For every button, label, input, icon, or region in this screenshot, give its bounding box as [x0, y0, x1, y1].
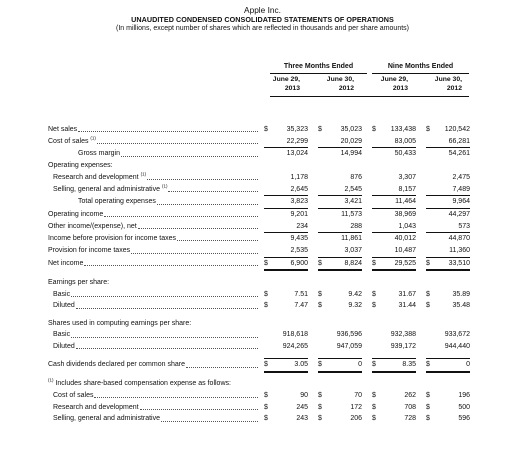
- leader-dots: [71, 296, 258, 297]
- value-cell: 10,487: [394, 247, 416, 255]
- value-cell: 924,265: [282, 342, 308, 350]
- currency-symbol: $: [372, 359, 380, 372]
- value-cell: 83,005: [394, 137, 416, 145]
- value-cell: 3,307: [398, 173, 416, 181]
- value-cell: 11,464: [380, 196, 416, 209]
- value-cell: 245: [296, 403, 308, 411]
- currency-symbol: $: [372, 415, 376, 423]
- value-cell: 2,535: [290, 247, 308, 255]
- currency-symbol: [318, 245, 326, 257]
- value-cell: 172: [350, 403, 362, 411]
- column-header-2: June 30, 2012: [326, 76, 354, 92]
- column-header-1: June 29, 2013: [272, 76, 300, 92]
- value-cell: 1,178: [290, 173, 308, 181]
- currency-symbol: $: [426, 359, 434, 372]
- currency-symbol: [318, 221, 326, 233]
- currency-symbol: $: [264, 302, 268, 310]
- table-row: [48, 196, 470, 209]
- currency-symbol: [426, 245, 434, 257]
- value-cell: 196: [458, 392, 470, 399]
- row-label: Shares used in computing earnings per share:: [48, 319, 192, 327]
- value-cell: [434, 160, 470, 172]
- table-row: [48, 359, 470, 372]
- currency-symbol: [372, 245, 380, 257]
- table-row: [48, 148, 470, 160]
- value-cell: [326, 277, 362, 289]
- currency-symbol: $: [264, 126, 268, 133]
- currency-symbol: $: [372, 403, 376, 411]
- value-cell: 944,440: [444, 342, 470, 350]
- statement-title: UNAUDITED CONDENSED CONSOLIDATED STATEMENTS OF OPERATIONS: [131, 14, 394, 24]
- value-cell: 939,172: [390, 342, 416, 350]
- currency-symbol: $: [372, 257, 380, 270]
- currency-symbol: [372, 277, 380, 289]
- value-cell: 1,043: [398, 222, 416, 230]
- currency-symbol: [264, 148, 272, 160]
- value-cell: 9,201: [272, 208, 308, 220]
- table-row: [48, 233, 470, 245]
- value-cell: 2,645: [290, 185, 308, 193]
- table-row: [48, 184, 470, 196]
- currency-symbol: [426, 208, 434, 220]
- currency-symbol: [318, 184, 326, 196]
- value-cell: 38,969: [380, 208, 416, 220]
- value-cell: 596: [458, 415, 470, 423]
- table-row: [48, 136, 470, 148]
- currency-symbol: [426, 277, 434, 289]
- currency-symbol: $: [426, 392, 430, 399]
- row-label: $^{(1)}$ Includes share-based compensation expense as follows:: [48, 378, 231, 388]
- currency-symbol: [372, 184, 380, 196]
- currency-symbol: [264, 160, 272, 172]
- value-cell: 2,545: [344, 185, 362, 193]
- currency-symbol: [318, 208, 326, 220]
- table-row: [48, 413, 470, 425]
- currency-symbol: [426, 329, 434, 341]
- leader-dots: [76, 348, 258, 349]
- value-cell: 70: [354, 392, 362, 399]
- currency-symbol: [372, 160, 380, 172]
- leader-dots: [140, 409, 258, 410]
- currency-symbol: [426, 160, 434, 172]
- currency-symbol: [426, 318, 434, 330]
- row-label: Income before provision for income taxes: [48, 233, 259, 245]
- value-cell: 9,964: [434, 196, 470, 209]
- currency-symbol: $: [318, 290, 322, 298]
- value-cell: 728: [404, 415, 416, 423]
- value-cell: 40,012: [380, 233, 416, 245]
- currency-symbol: [264, 196, 272, 209]
- currency-symbol: [318, 378, 326, 390]
- value-cell: 0: [434, 359, 470, 372]
- currency-symbol: [264, 136, 272, 148]
- value-cell: 3.05: [272, 359, 308, 372]
- currency-symbol: [372, 341, 380, 353]
- section-header-row: [48, 318, 470, 330]
- value-cell: 206: [350, 415, 362, 423]
- value-cell: 35,323: [286, 126, 308, 133]
- value-cell: 3,823: [272, 196, 308, 209]
- currency-symbol: $: [264, 415, 268, 423]
- currency-symbol: [372, 208, 380, 220]
- leader-dots: [121, 156, 258, 157]
- currency-symbol: $: [264, 392, 268, 399]
- table-row: [48, 300, 470, 312]
- value-cell: 9.32: [348, 302, 362, 310]
- currency-symbol: $: [318, 392, 322, 399]
- leader-dots: [147, 179, 258, 180]
- value-cell: 932,388: [390, 331, 416, 339]
- currency-symbol: [318, 196, 326, 209]
- value-cell: 2,475: [452, 173, 470, 181]
- row-label: Research and development $^{(1)}$: [48, 172, 259, 184]
- currency-symbol: [264, 341, 272, 353]
- currency-symbol: [264, 208, 272, 220]
- row-label: Operating expenses:: [48, 162, 113, 170]
- currency-symbol: [318, 148, 326, 160]
- value-cell: 936,596: [336, 331, 362, 339]
- currency-symbol: $: [372, 126, 376, 133]
- column-header-4: June 30, 2012: [434, 76, 462, 92]
- column-header-rule: [270, 96, 469, 97]
- value-cell: [272, 277, 308, 289]
- currency-symbol: $: [372, 302, 376, 310]
- currency-symbol: $: [426, 302, 430, 310]
- currency-symbol: [318, 136, 326, 148]
- leader-dots: [104, 216, 258, 217]
- value-cell: [380, 277, 416, 289]
- currency-symbol: [426, 221, 434, 233]
- currency-symbol: [318, 277, 326, 289]
- value-cell: 14,994: [326, 148, 362, 160]
- row-label: Operating income: [48, 208, 259, 220]
- row-label: Net income: [48, 257, 259, 270]
- row-label: Research and development: [48, 402, 259, 414]
- row-label: Selling, general and administrative: [48, 413, 259, 425]
- currency-symbol: [264, 172, 272, 184]
- leader-dots: [138, 228, 258, 229]
- row-label: Selling, general and administrative $^{(1)}$: [48, 184, 259, 196]
- currency-symbol: [372, 172, 380, 184]
- currency-symbol: $: [318, 359, 326, 372]
- value-cell: 8,824: [326, 257, 362, 270]
- value-cell: 20,029: [340, 137, 362, 145]
- row-label: Cost of sales: [48, 390, 259, 402]
- row-label: Net sales: [48, 124, 259, 136]
- currency-symbol: [264, 318, 272, 330]
- currency-symbol: [318, 160, 326, 172]
- value-cell: [326, 160, 362, 172]
- value-cell: 29,525: [380, 257, 416, 270]
- leader-dots: [168, 191, 258, 192]
- value-cell: [326, 378, 362, 390]
- value-cell: 31.67: [398, 290, 416, 298]
- currency-symbol: [264, 245, 272, 257]
- value-cell: 8.35: [380, 359, 416, 372]
- table-row: [48, 257, 470, 270]
- value-cell: 243: [296, 415, 308, 423]
- section-header-row: [48, 378, 470, 390]
- value-cell: 7,489: [452, 185, 470, 193]
- leader-dots: [177, 240, 258, 241]
- table-row: [48, 208, 470, 220]
- value-cell: 500: [458, 403, 470, 411]
- row-label: Diluted: [48, 300, 259, 312]
- currency-symbol: $: [318, 257, 326, 270]
- value-cell: 9,435: [272, 233, 308, 245]
- section-header-row: [48, 160, 470, 172]
- period-header-nine-months: Nine Months Ended: [387, 63, 454, 70]
- period-header-three-months: Three Months Ended: [283, 63, 354, 70]
- row-label: Provision for income taxes: [48, 245, 259, 257]
- value-cell: 288: [350, 222, 362, 230]
- currency-symbol: [426, 148, 434, 160]
- currency-symbol: [264, 233, 272, 245]
- currency-symbol: [318, 341, 326, 353]
- value-cell: 708: [404, 403, 416, 411]
- statement-subtitle: (In millions, except number of shares which are reflected in thousands and per share amounts): [116, 24, 409, 32]
- value-cell: [380, 160, 416, 172]
- currency-symbol: $: [426, 126, 430, 133]
- value-cell: 9.42: [348, 290, 362, 298]
- value-cell: 3,037: [344, 247, 362, 255]
- currency-symbol: [426, 378, 434, 390]
- value-cell: 11,861: [326, 233, 362, 245]
- value-cell: 120,542: [444, 126, 470, 133]
- row-label: Basic: [48, 289, 259, 301]
- table-row: [48, 402, 470, 414]
- currency-symbol: $: [318, 302, 322, 310]
- currency-symbol: [426, 172, 434, 184]
- currency-symbol: [318, 329, 326, 341]
- value-cell: 573: [458, 222, 470, 230]
- value-cell: 262: [404, 392, 416, 399]
- currency-symbol: [318, 318, 326, 330]
- value-cell: 876: [350, 173, 362, 181]
- currency-symbol: [264, 329, 272, 341]
- value-cell: [272, 160, 308, 172]
- leader-dots: [157, 204, 258, 205]
- value-cell: 31.44: [398, 302, 416, 310]
- row-label: Gross margin: [48, 148, 259, 160]
- value-cell: 918,618: [282, 331, 308, 339]
- leader-dots: [97, 143, 258, 144]
- value-cell: 0: [326, 359, 362, 372]
- value-cell: 35.89: [452, 290, 470, 298]
- currency-symbol: [264, 277, 272, 289]
- row-label: Cash dividends declared per common share: [48, 359, 259, 372]
- currency-symbol: $: [318, 415, 322, 423]
- currency-symbol: [372, 196, 380, 209]
- value-cell: 7.47: [294, 302, 308, 310]
- value-cell: 933,672: [444, 331, 470, 339]
- currency-symbol: $: [426, 290, 430, 298]
- leader-dots: [84, 265, 258, 266]
- currency-symbol: [318, 233, 326, 245]
- currency-symbol: [264, 184, 272, 196]
- table-row: [48, 329, 470, 341]
- value-cell: 33,510: [434, 257, 470, 270]
- leader-dots: [161, 421, 258, 422]
- value-cell: [380, 318, 416, 330]
- value-cell: 22,299: [286, 137, 308, 145]
- currency-symbol: [372, 148, 380, 160]
- currency-symbol: $: [264, 359, 272, 372]
- row-label: Earnings per share:: [48, 278, 110, 286]
- currency-symbol: [426, 196, 434, 209]
- column-header-3: June 29, 2013: [380, 76, 408, 92]
- leader-dots: [76, 308, 258, 309]
- table-row: [48, 245, 470, 257]
- value-cell: [434, 318, 470, 330]
- leader-dots: [94, 397, 258, 398]
- value-cell: 7.51: [294, 290, 308, 298]
- row-label: Cost of sales $^{(1)}$: [48, 136, 259, 148]
- currency-symbol: [426, 184, 434, 196]
- value-cell: 3,421: [326, 196, 362, 209]
- leader-dots: [186, 367, 258, 368]
- value-cell: 11,360: [449, 247, 470, 255]
- value-cell: 234: [296, 222, 308, 230]
- value-cell: 66,281: [448, 137, 470, 145]
- row-label: Other income/(expense), net: [48, 221, 259, 233]
- value-cell: 54,261: [434, 148, 470, 160]
- table-row: [48, 341, 470, 353]
- leader-dots: [78, 131, 258, 132]
- currency-symbol: [372, 378, 380, 390]
- table-row: [48, 289, 470, 301]
- currency-symbol: [264, 378, 272, 390]
- value-cell: [434, 277, 470, 289]
- value-cell: 35,023: [340, 126, 362, 133]
- value-cell: 50,433: [380, 148, 416, 160]
- currency-symbol: $: [264, 257, 272, 270]
- currency-symbol: [372, 221, 380, 233]
- currency-symbol: $: [426, 403, 430, 411]
- statement-table: [48, 124, 470, 425]
- currency-symbol: $: [264, 403, 268, 411]
- row-label: Basic: [48, 329, 259, 341]
- section-header-row: [48, 277, 470, 289]
- table-row: [48, 221, 470, 233]
- value-cell: 947,059: [336, 342, 362, 350]
- value-cell: [326, 318, 362, 330]
- value-cell: 13,024: [272, 148, 308, 160]
- table-row: [48, 124, 470, 136]
- company-name: Apple Inc.: [244, 5, 281, 15]
- period-underline-nine-months: [372, 73, 469, 74]
- leader-dots: [71, 337, 258, 338]
- value-cell: 44,870: [434, 233, 470, 245]
- value-cell: 133,438: [390, 126, 416, 133]
- value-cell: 90: [300, 392, 308, 399]
- value-cell: [272, 318, 308, 330]
- currency-symbol: $: [264, 290, 268, 298]
- leader-dots: [131, 253, 258, 254]
- currency-symbol: [264, 221, 272, 233]
- currency-symbol: $: [426, 415, 430, 423]
- currency-symbol: [372, 233, 380, 245]
- currency-symbol: [426, 136, 434, 148]
- currency-symbol: [426, 341, 434, 353]
- currency-symbol: $: [318, 126, 322, 133]
- row-label: Diluted: [48, 341, 259, 353]
- currency-symbol: [426, 233, 434, 245]
- currency-symbol: $: [372, 392, 376, 399]
- currency-symbol: $: [318, 403, 322, 411]
- row-label: Total operating expenses: [48, 196, 259, 209]
- currency-symbol: [372, 329, 380, 341]
- currency-symbol: $: [426, 257, 434, 270]
- currency-symbol: [372, 318, 380, 330]
- currency-symbol: $: [372, 290, 376, 298]
- table-row: [48, 172, 470, 184]
- value-cell: 35.48: [452, 302, 470, 310]
- value-cell: [272, 378, 308, 390]
- currency-symbol: [318, 172, 326, 184]
- value-cell: 6,900: [272, 257, 308, 270]
- value-cell: [434, 378, 470, 390]
- value-cell: 44,297: [434, 208, 470, 220]
- table-row: [48, 390, 470, 402]
- currency-symbol: [372, 136, 380, 148]
- value-cell: 11,573: [326, 208, 362, 220]
- period-underline-three-months: [270, 73, 367, 74]
- value-cell: 8,157: [398, 185, 416, 193]
- value-cell: [380, 378, 416, 390]
